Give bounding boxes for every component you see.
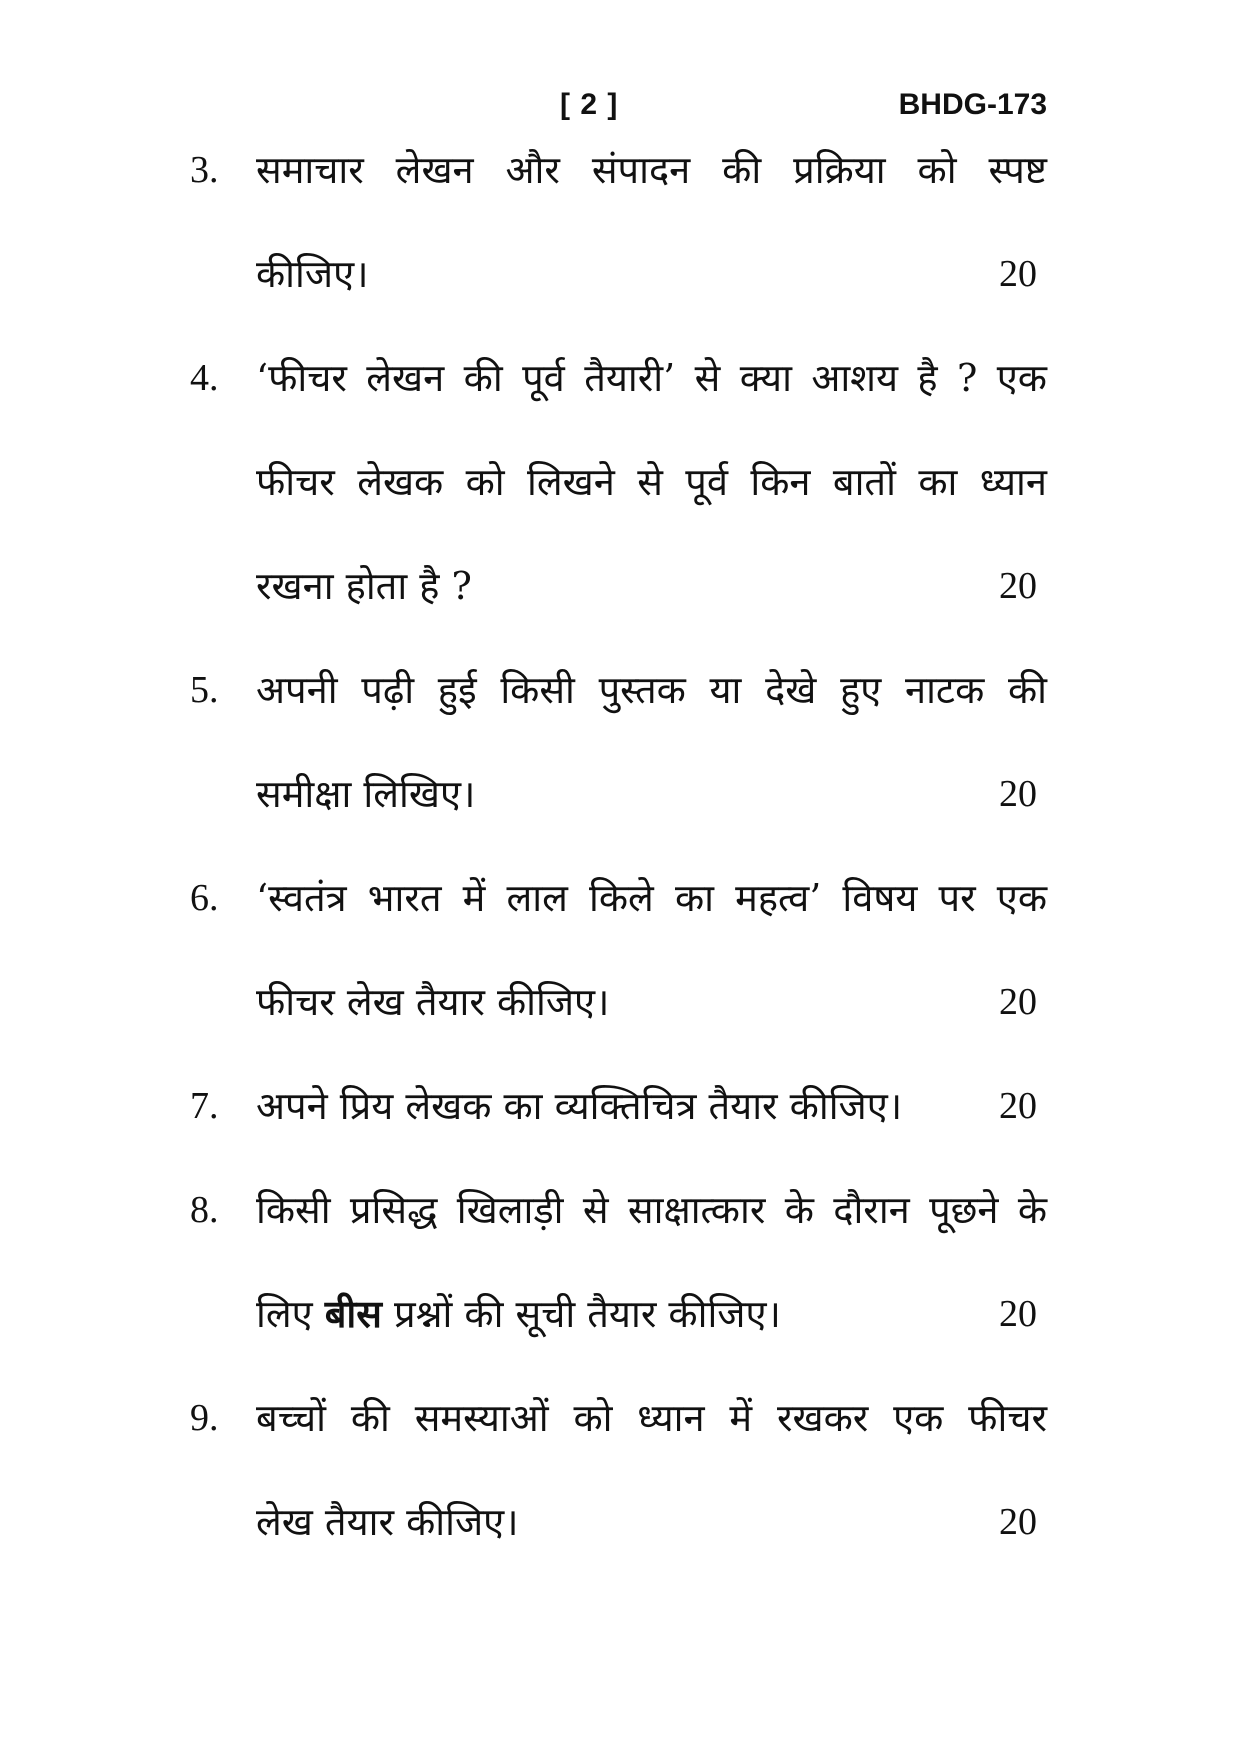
- question-text-part: प्रश्नों की सूची तैयार कीजिए।: [381, 1292, 781, 1336]
- page-number: [ 2 ]: [560, 88, 619, 121]
- question-text: किसी प्रसिद्ध खिलाड़ी से साक्षात्कार के दौरान पूछने के: [256, 1188, 1047, 1232]
- question-7: [190, 1054, 1047, 1158]
- question-marks: 20: [999, 773, 1037, 815]
- question-6: [190, 846, 1047, 1054]
- question-text: रखना होता है ?: [256, 564, 472, 608]
- question-8: [190, 1158, 1047, 1366]
- question-4: [190, 326, 1047, 638]
- emphasis-word: बीस: [324, 1291, 382, 1336]
- question-3: [190, 118, 1047, 326]
- question-number: 8.: [190, 1189, 219, 1231]
- question-text: बच्चों की समस्याओं को ध्यान में रखकर एक फीचर: [256, 1396, 1047, 1440]
- question-text: ‘स्वतंत्र भारत में लाल किले का महत्व’ विषय पर एक: [256, 876, 1047, 920]
- question-text-part: लिए: [256, 1292, 325, 1336]
- question-number: 7.: [190, 1085, 219, 1127]
- question-text: फीचर लेख तैयार कीजिए।: [256, 980, 610, 1024]
- question-number: 5.: [190, 669, 219, 711]
- question-5: [190, 638, 1047, 846]
- question-marks: 20: [999, 565, 1037, 607]
- question-marks: 20: [999, 253, 1037, 295]
- question-marks: 20: [999, 1293, 1037, 1335]
- question-text: लेख तैयार कीजिए।: [256, 1500, 519, 1544]
- question-text: फीचर लेखक को लिखने से पूर्व किन बातों का ध्यान: [256, 460, 1047, 504]
- question-number: 3.: [190, 149, 219, 191]
- question-text: समाचार लेखन और संपादन की प्रक्रिया को स्पष्ट: [256, 148, 1047, 192]
- question-number: 4.: [190, 357, 219, 399]
- question-number: 6.: [190, 877, 219, 919]
- question-text: अपनी पढ़ी हुई किसी पुस्तक या देखे हुए नाटक की: [256, 668, 1047, 712]
- question-text: ‘फीचर लेखन की पूर्व तैयारी’ से क्या आशय है ? एक: [256, 356, 1047, 400]
- question-9: [190, 1366, 1047, 1574]
- paper-code: BHDG-173: [898, 88, 1047, 121]
- question-marks: 20: [999, 1501, 1037, 1543]
- question-marks: 20: [999, 1085, 1037, 1127]
- question-marks: 20: [999, 981, 1037, 1023]
- question-text: कीजिए।: [256, 252, 369, 296]
- question-text: समीक्षा लिखिए।: [256, 772, 476, 816]
- question-text: अपने प्रिय लेखक का व्यक्तिचित्र तैयार कीजिए।: [256, 1084, 903, 1128]
- question-text: [256, 1262, 1047, 1366]
- question-number: 9.: [190, 1397, 219, 1439]
